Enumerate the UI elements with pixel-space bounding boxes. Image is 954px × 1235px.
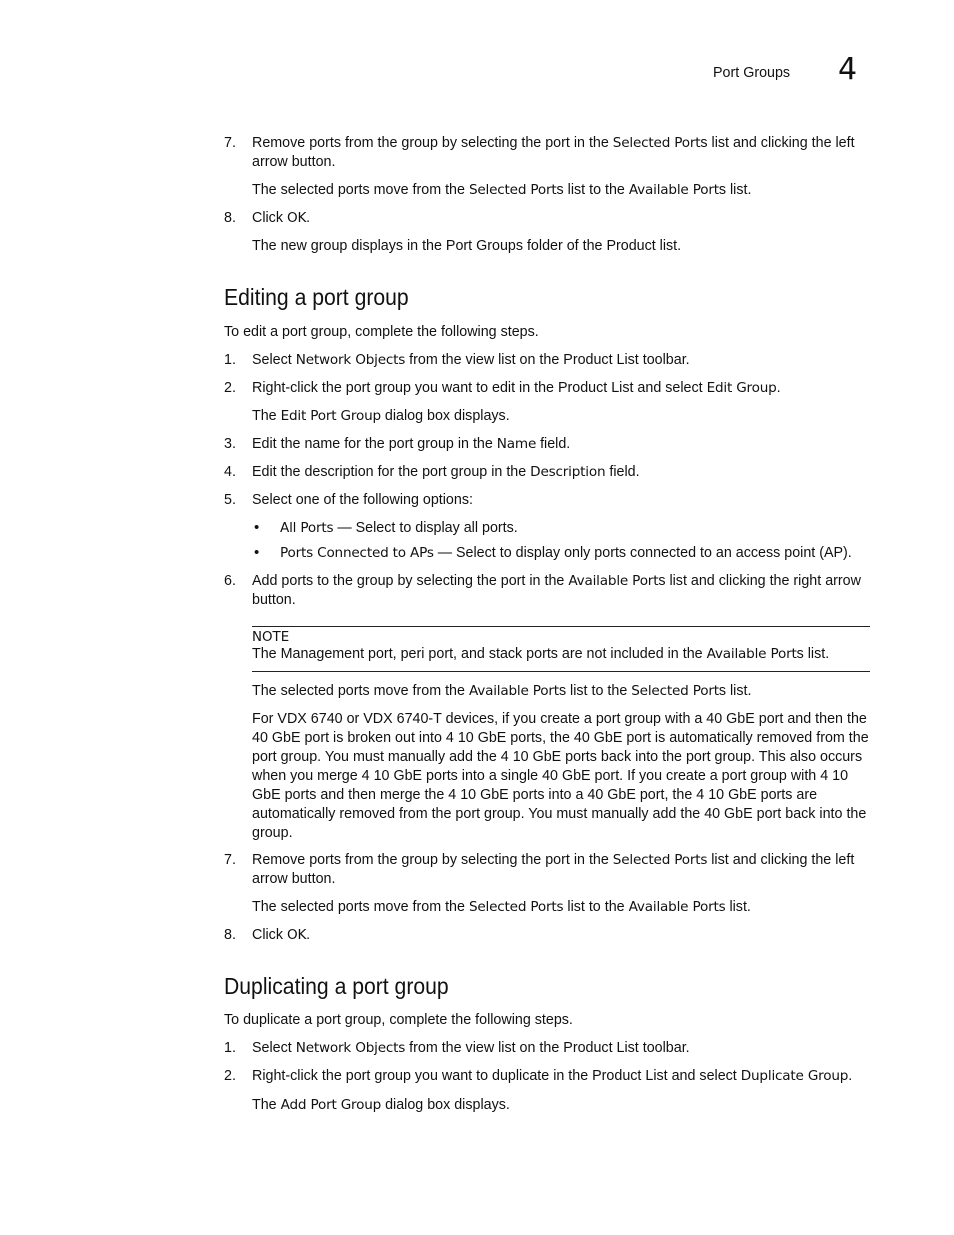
top-step-8-result: The new group displays in the Port Groups folder of the Product list. [252, 238, 682, 254]
step-text: Remove ports from the group by selecting the port in the Selected Ports list and clicking the left arrow button. [252, 135, 855, 170]
step-number: 3. [224, 436, 236, 452]
step-number: 5. [224, 492, 236, 508]
step-text: Click OK. [252, 210, 311, 226]
step-number: 6. [224, 573, 236, 589]
duplicating-intro: To duplicate a port group, complete the following steps. [224, 1012, 573, 1028]
bullet-icon: • [254, 544, 260, 561]
note-top-rule [252, 626, 870, 627]
step-text: Select one of the following options: [252, 492, 473, 508]
editing-step-7-result: The selected ports move from the Selected Ports list to the Available Ports list. [252, 899, 751, 915]
step-number: 1. [224, 1040, 236, 1056]
step-text: Right-click the port group you want to duplicate in the Product List and select Duplicate Group. [252, 1068, 853, 1084]
note-text: The Management port, peri port, and stack ports are not included in the Available Ports list. [252, 646, 830, 662]
step-number: 8. [224, 927, 236, 943]
step-number: 2. [224, 380, 236, 396]
editing-step-6-result: The selected ports move from the Available Ports list to the Selected Ports list. [252, 683, 752, 699]
editing-intro: To edit a port group, complete the following steps. [224, 324, 539, 340]
step-text: Click OK. [252, 927, 311, 943]
step-text: Select Network Objects from the view list on the Product List toolbar. [252, 352, 690, 368]
top-step-7-result: The selected ports move from the Selected Ports list to the Available Ports list. [252, 182, 752, 198]
step-number: 4. [224, 464, 236, 480]
vdx-paragraph: For VDX 6740 or VDX 6740-T devices, if you create a port group with a 40 GbE port and then the 40 GbE port is broken out into 4 10 GbE ports, the 40 GbE port is automatically removed from the port group. You must manually add the 4 10 GbE ports back into the port group. This also occurs when you merge 4 10 GbE ports into a single 40 GbE port. If you create a port group with 4 10 GbE ports and then merge the 4 10 GbE ports into a 40 GbE port, the 4 10 GbE ports are automatically removed from the port group. You must manually add the 40 GbE port back into the group. [252, 711, 869, 841]
bullet-text: Ports Connected to APs — Select to display only ports connected to an access point (AP). [280, 545, 852, 561]
step-text: Select Network Objects from the view list on the Product List toolbar. [252, 1040, 690, 1056]
editing-step-2-result: The Edit Port Group dialog box displays. [252, 408, 510, 424]
note-bottom-rule [252, 671, 870, 672]
section-heading-duplicating: Duplicating a port group [224, 973, 449, 999]
step-text: Right-click the port group you want to edit in the Product List and select Edit Group. [252, 380, 781, 396]
chapter-number: 4 [838, 52, 858, 87]
bullet-icon: • [254, 519, 260, 536]
step-text: Add ports to the group by selecting the port in the Available Ports list and clicking the right arrow button. [252, 573, 861, 608]
step-number: 1. [224, 352, 236, 368]
step-text: Edit the description for the port group in the Description field. [252, 464, 640, 480]
duplicating-step-2-result: The Add Port Group dialog box displays. [252, 1097, 510, 1113]
step-text: Edit the name for the port group in the Name field. [252, 436, 571, 452]
note-label: NOTE [252, 630, 290, 645]
section-heading-editing: Editing a port group [224, 284, 409, 310]
step-number: 2. [224, 1068, 236, 1084]
step-text: Remove ports from the group by selecting the port in the Selected Ports list and clicking the left arrow button. [252, 852, 855, 887]
step-number: 7. [224, 135, 236, 151]
running-header-section: Port Groups [713, 65, 791, 81]
step-number: 7. [224, 852, 236, 868]
bullet-text: All Ports — Select to display all ports. [280, 520, 518, 536]
step-number: 8. [224, 210, 236, 226]
